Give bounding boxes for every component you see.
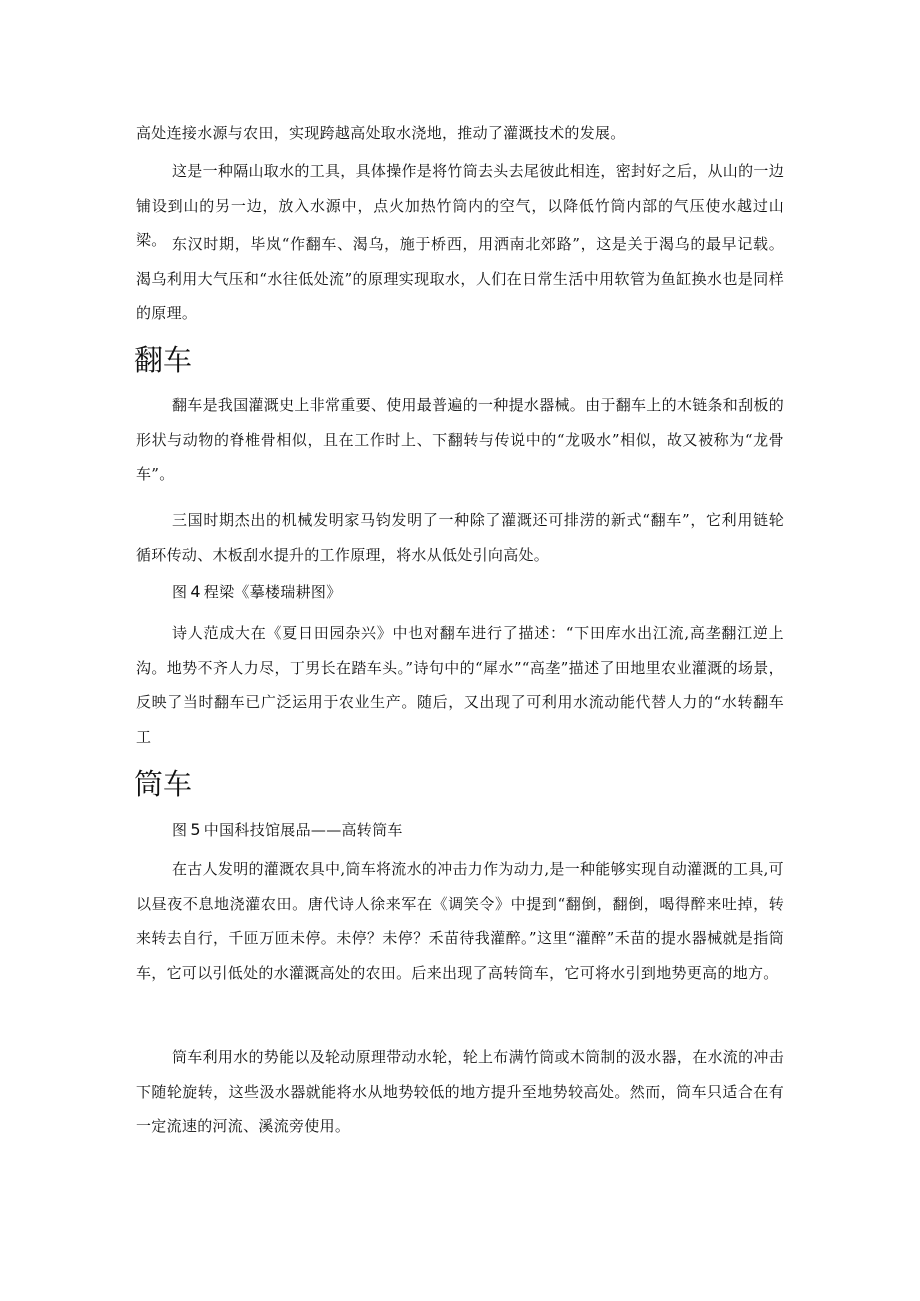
paragraph-tongche-principle: 筒车利用水的势能以及轮动原理带动水轮，轮上布满竹筒或木筒制的汲水器，在水流的冲击下随轮旋转，这些汲水器就能将水从地势较低的地方提升至地势较高处。然而，筒车只适合在有一定流速的河流、溪流旁使用。 — [136, 1048, 785, 1135]
figure-caption-4-prefix: 图 — [172, 583, 188, 601]
figure-caption-5 — [172, 815, 403, 845]
figure-caption-5-number: 5 — [190, 820, 201, 839]
figure-caption-5-text: 中国科技馆展品——高转筒车 — [203, 821, 403, 839]
paragraph-poem-fanche: 诗人范成大在《夏日田园杂兴》中也对翻车进行了描述：“下田库水出江流,高垄翻江逆上沟。地势不齐人力尽，丁男长在踏车头。”诗句中的“犀水”“高垄”描述了田地里农业灌溉的场景，反映了当时翻车已广泛运用于农业生产。随后，又出现了可利用水流动能代替人力的“水转翻车工 — [136, 624, 784, 746]
section-heading-tongche: 筒车 — [134, 767, 193, 801]
paragraph-siphon-tool: 这是一种隔山取水的工具，具体操作是将竹筒去头去尾彼此相连，密封好之后，从山的一边铺设到山的另一边，放入水源中，点火加热竹筒内的空气，以降低竹筒内部的气压使水越过山梁。 — [136, 162, 785, 249]
figure-caption-5-prefix: 图 — [172, 821, 188, 839]
figure-caption-4 — [172, 577, 342, 607]
paragraph-intro-continuation: 高处连接水源与农田，实现跨越高处取水浇地，推动了灌溉技术的发展。 — [136, 124, 626, 142]
paragraph-tongche-intro: 在古人发明的灌溉农具中,筒车将流水的冲击力作为动力,是一种能够实现自动灌溉的工具,可以昼夜不息地浇灌农田。唐代诗人徐来军在《调笑令》中提到“翻倒，翻倒，喝得醉来吐掉，转来转去自行，千匝万匝未停。未停？未停？禾苗待我灌醉。”这里“灌醉”禾苗的提水器械就是指筒车，它可以引低处的水灌溉高处的农田。后来出现了高转筒车，它可将水引到地势更高的地方。 — [136, 860, 784, 982]
paragraph-kewu-history: 东汉时期，毕岚“作翻车、渴乌，施于桥西，用洒南北郊路”，这是关于渴乌的最早记载。渴乌利用大气压和“水往低处流”的原理实现取水，人们在日常生活中用软管为鱼缸换水也是同样的原理。 — [136, 235, 784, 322]
paragraph-majun-fanche: 三国时期杰出的机械发明家马钧发明了一种除了灌溉还可排涝的新式“翻车”，它利用链轮循环传动、木板刮水提升的工作原理，将水从低处引向高处。 — [136, 511, 784, 564]
figure-caption-4-text: 程梁《摹楼瑞耕图》 — [203, 583, 342, 601]
paragraph-fanche-intro: 翻车是我国灌溉史上非常重要、使用最普遍的一种提水器械。由于翻车上的木链条和刮板的形状与动物的脊椎骨相似，且在工作时上、下翻转与传说中的“龙吸水”相似，故又被称为“龙骨车”。 — [136, 396, 785, 483]
figure-caption-4-number: 4 — [190, 582, 201, 601]
section-heading-fanche: 翻车 — [134, 343, 193, 377]
